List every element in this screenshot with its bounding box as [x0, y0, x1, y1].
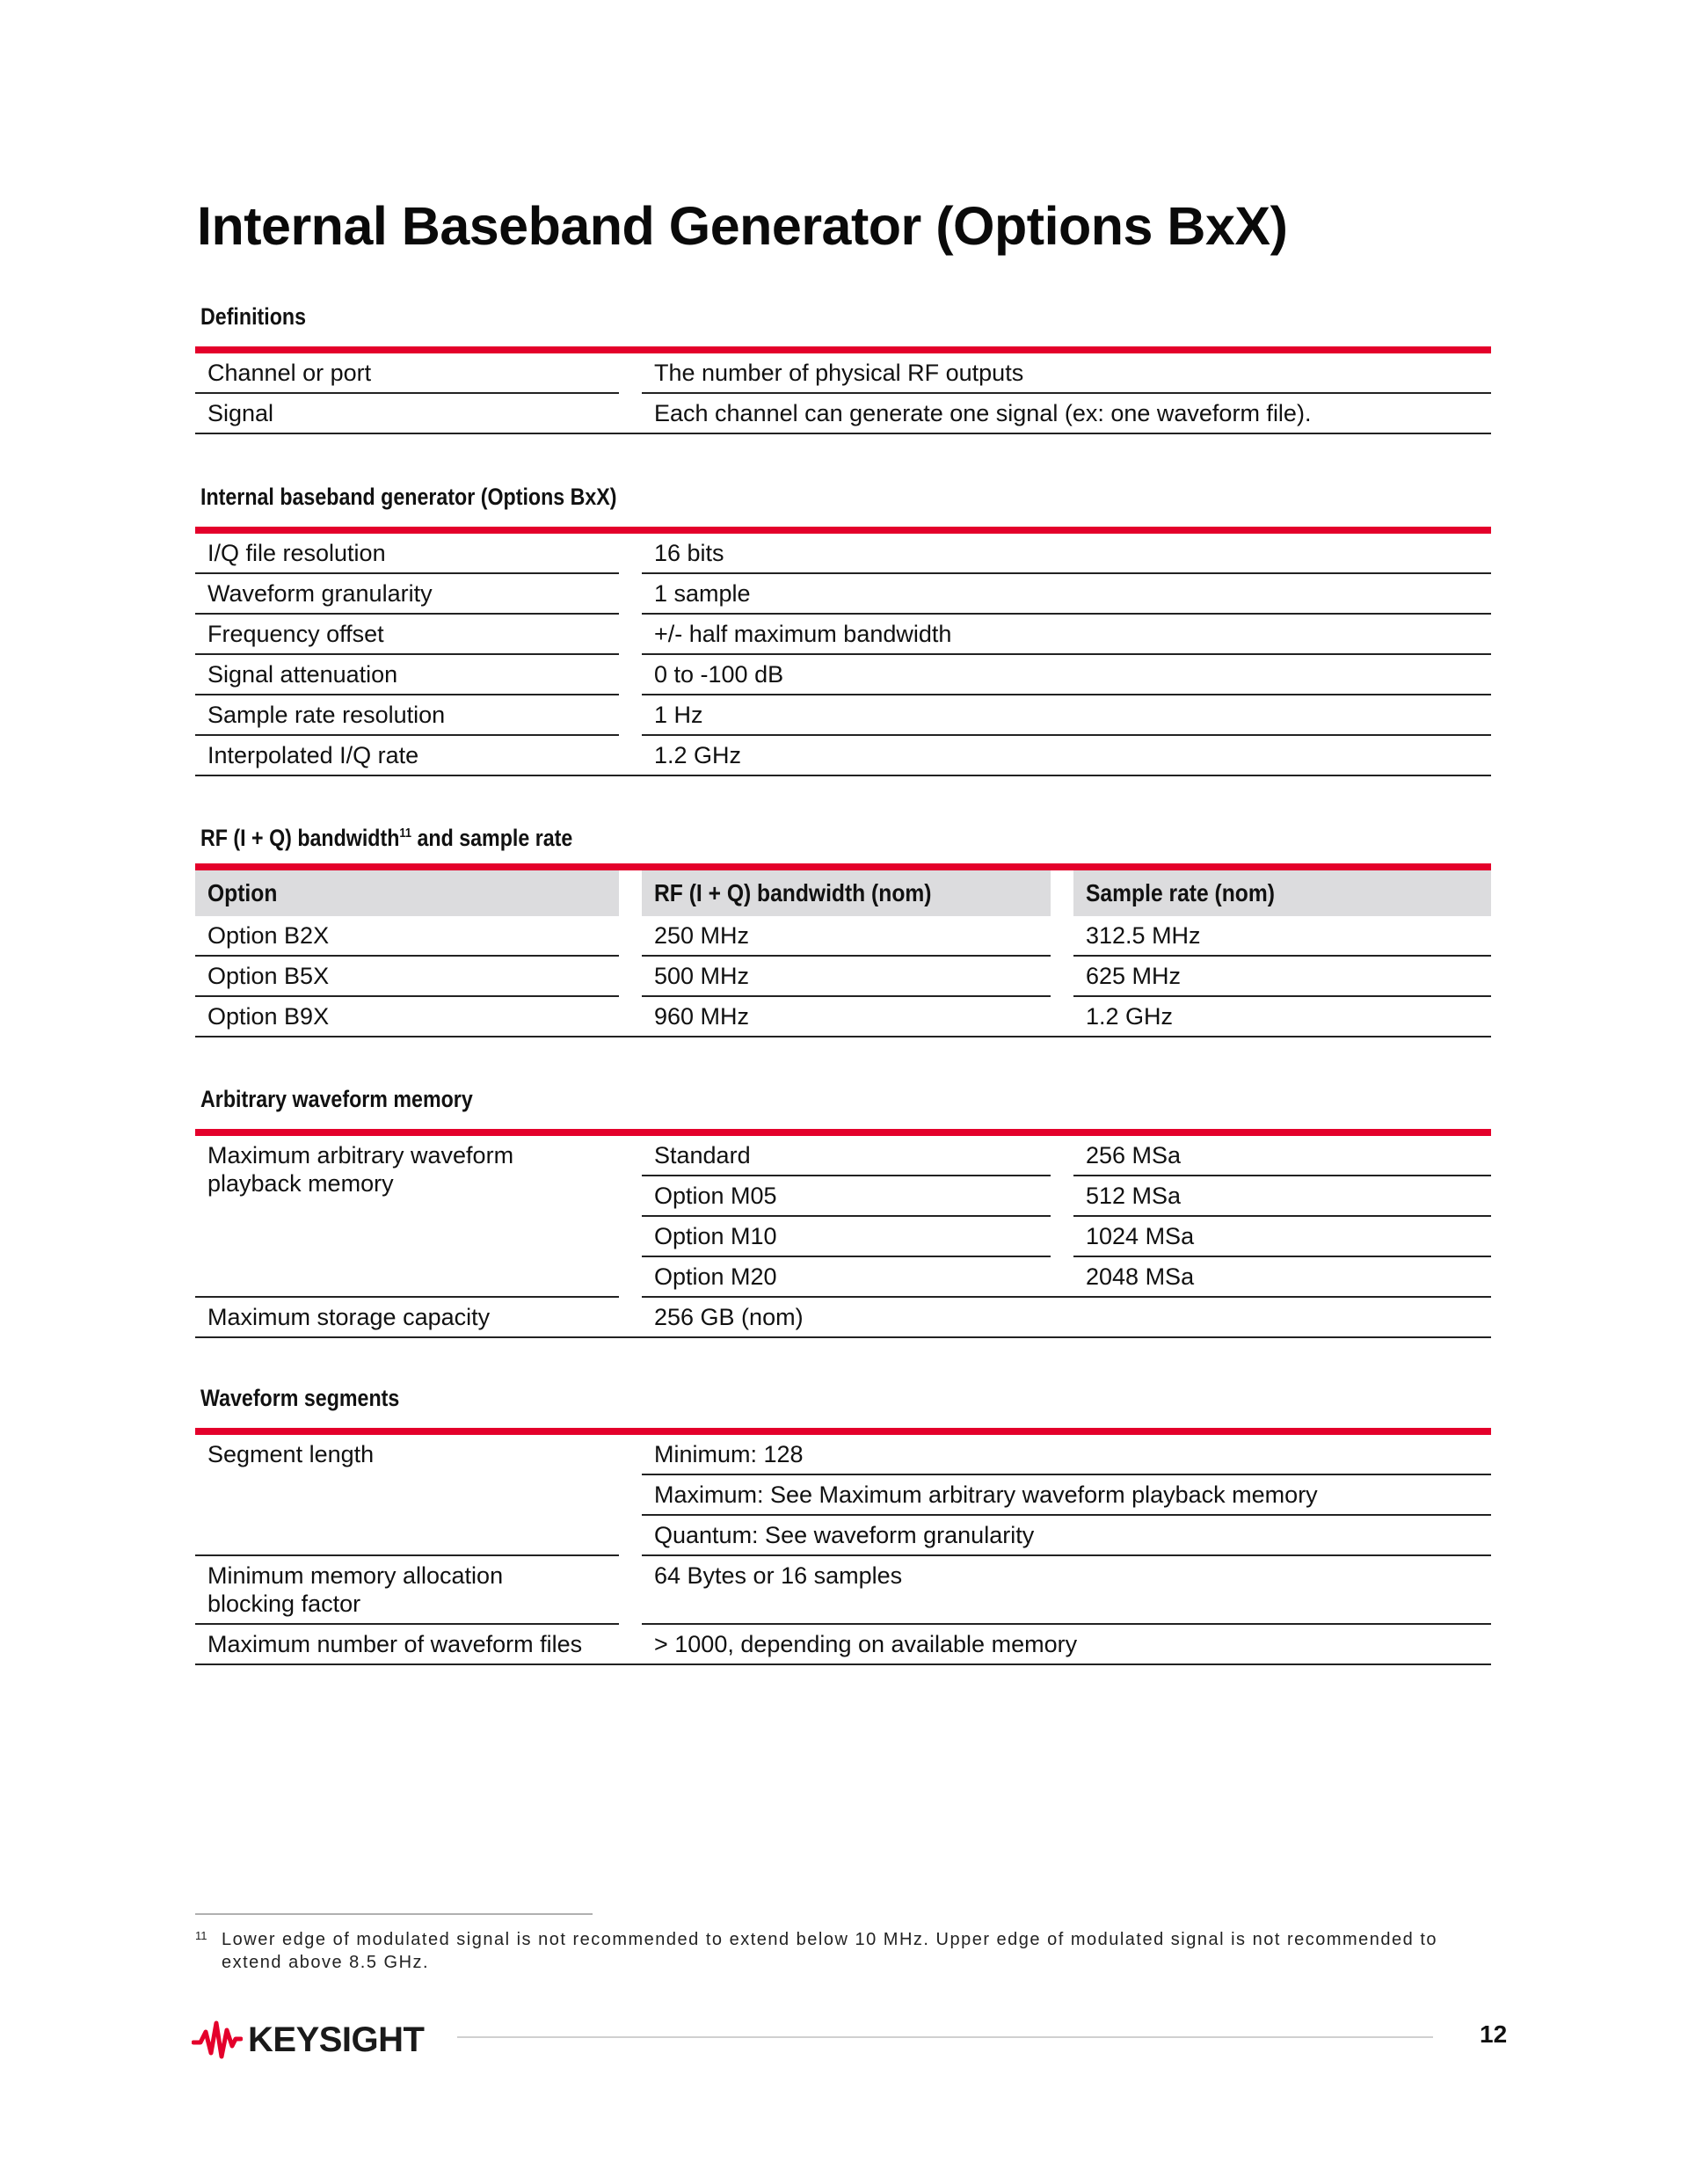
footnote-text: Lower edge of modulated signal is not recommended to extend below 10 MHz. Upper edge of modulated signal is not recommended to extend above 8.5 GHz.	[222, 1930, 1438, 1972]
bandwidth-cell: 960 MHz	[642, 997, 1051, 1037]
value-cell: Quantum: See waveform granularity	[642, 1516, 1491, 1556]
term-cell: Maximum arbitrary waveform playback memory	[195, 1136, 619, 1298]
term-cell: Channel or port	[195, 353, 619, 394]
red-divider	[195, 346, 1491, 353]
value-cell: Each channel can generate one signal (ex: one waveform file).	[642, 394, 1491, 434]
value-cell: +/- half maximum bandwidth	[642, 615, 1491, 655]
option-cell: Standard	[642, 1136, 1051, 1176]
section-title-segments: Waveform segments	[200, 1385, 400, 1411]
bandwidth-cell: 500 MHz	[642, 957, 1051, 997]
value-cell: 256 MSa	[1073, 1136, 1491, 1176]
footnote-divider	[195, 1913, 593, 1915]
red-divider	[195, 1428, 1491, 1435]
value-cell: 1 sample	[642, 574, 1491, 615]
table-row	[195, 655, 1491, 695]
option-cell: Option M20	[642, 1257, 1051, 1298]
table-row	[195, 1625, 1491, 1665]
segments-table	[195, 1435, 1491, 1665]
option-cell: Option M05	[642, 1176, 1051, 1217]
table-row	[195, 1556, 1491, 1625]
table-row	[195, 1435, 1491, 1475]
term-cell: Sample rate resolution	[195, 695, 619, 736]
keysight-wordmark: KEYSIGHT	[248, 2020, 425, 2059]
column-header-option: Option	[195, 870, 619, 916]
value-cell: 16 bits	[642, 534, 1491, 574]
page-title: Internal Baseband Generator (Options BxX)	[197, 196, 1288, 256]
footer-divider	[457, 2036, 1433, 2038]
definitions-section	[195, 299, 1491, 434]
footnote-marker: 11	[195, 1929, 207, 1942]
value-cell: 0 to -100 dB	[642, 655, 1491, 695]
baseband-section	[195, 479, 1491, 776]
term-cell: Interpolated I/Q rate	[195, 736, 619, 776]
table-header-row	[195, 870, 1491, 916]
term-cell: Segment length	[195, 1435, 619, 1556]
column-header-bandwidth: RF (I + Q) bandwidth (nom)	[642, 870, 1051, 916]
table-row	[195, 916, 1491, 957]
keysight-logo	[192, 2020, 424, 2060]
table-row	[195, 1136, 1491, 1176]
term-cell: Signal attenuation	[195, 655, 619, 695]
baseband-table	[195, 534, 1491, 776]
table-row	[195, 736, 1491, 776]
page-number: 12	[1480, 2020, 1508, 2048]
section-title-definitions: Definitions	[200, 303, 306, 330]
segments-section	[195, 1380, 1491, 1665]
table-row	[195, 997, 1491, 1037]
section-title-baseband: Internal baseband generator (Options BxX)	[200, 484, 617, 510]
value-cell: 1024 MSa	[1073, 1217, 1491, 1257]
table-row	[195, 615, 1491, 655]
value-cell: 2048 MSa	[1073, 1257, 1491, 1298]
keysight-wave-icon	[192, 2020, 243, 2060]
bandwidth-table	[195, 870, 1491, 1037]
option-cell: Option B5X	[195, 957, 619, 997]
value-cell: 1.2 GHz	[642, 736, 1491, 776]
section-title-bandwidth: RF (I + Q) bandwidth$^{11}$ and sample rate	[200, 825, 573, 851]
value-cell: 64 Bytes or 16 samples	[642, 1556, 1491, 1625]
value-cell: 1 Hz	[642, 695, 1491, 736]
table-row	[195, 695, 1491, 736]
term-cell: Frequency offset	[195, 615, 619, 655]
term-cell: Minimum memory allocation blocking factor	[195, 1556, 619, 1625]
table-row	[195, 957, 1491, 997]
definitions-table	[195, 353, 1491, 434]
section-title-memory: Arbitrary waveform memory	[200, 1086, 473, 1112]
term-cell: Maximum number of waveform files	[195, 1625, 619, 1665]
value-cell: Maximum: See Maximum arbitrary waveform playback memory	[642, 1475, 1491, 1516]
sample-rate-cell: 312.5 MHz	[1073, 916, 1491, 957]
column-header-sample-rate: Sample rate (nom)	[1073, 870, 1491, 916]
memory-table	[195, 1136, 1491, 1338]
value-cell: 256 GB (nom)	[642, 1298, 1491, 1338]
footnote-ref[interactable]: 11	[399, 826, 412, 841]
sample-rate-cell: 625 MHz	[1073, 957, 1491, 997]
option-cell: Option B2X	[195, 916, 619, 957]
table-row	[195, 574, 1491, 615]
sample-rate-cell: 1.2 GHz	[1073, 997, 1491, 1037]
memory-section	[195, 1081, 1491, 1338]
bandwidth-cell: 250 MHz	[642, 916, 1051, 957]
option-cell: Option M10	[642, 1217, 1051, 1257]
value-cell: > 1000, depending on available memory	[642, 1625, 1491, 1665]
table-row	[195, 534, 1491, 574]
red-divider	[195, 527, 1491, 534]
table-row	[195, 394, 1491, 434]
value-cell: 512 MSa	[1073, 1176, 1491, 1217]
red-divider	[195, 1129, 1491, 1136]
option-cell: Option B9X	[195, 997, 619, 1037]
term-cell: Waveform granularity	[195, 574, 619, 615]
value-cell: Minimum: 128	[642, 1435, 1491, 1475]
term-cell: Signal	[195, 394, 619, 434]
footnote	[195, 1928, 1444, 1974]
term-cell: I/Q file resolution	[195, 534, 619, 574]
table-row	[195, 1298, 1491, 1338]
red-divider	[195, 863, 1491, 870]
bandwidth-section	[195, 816, 1491, 1037]
table-row	[195, 353, 1491, 394]
term-cell: Maximum storage capacity	[195, 1298, 619, 1338]
value-cell: The number of physical RF outputs	[642, 353, 1491, 394]
